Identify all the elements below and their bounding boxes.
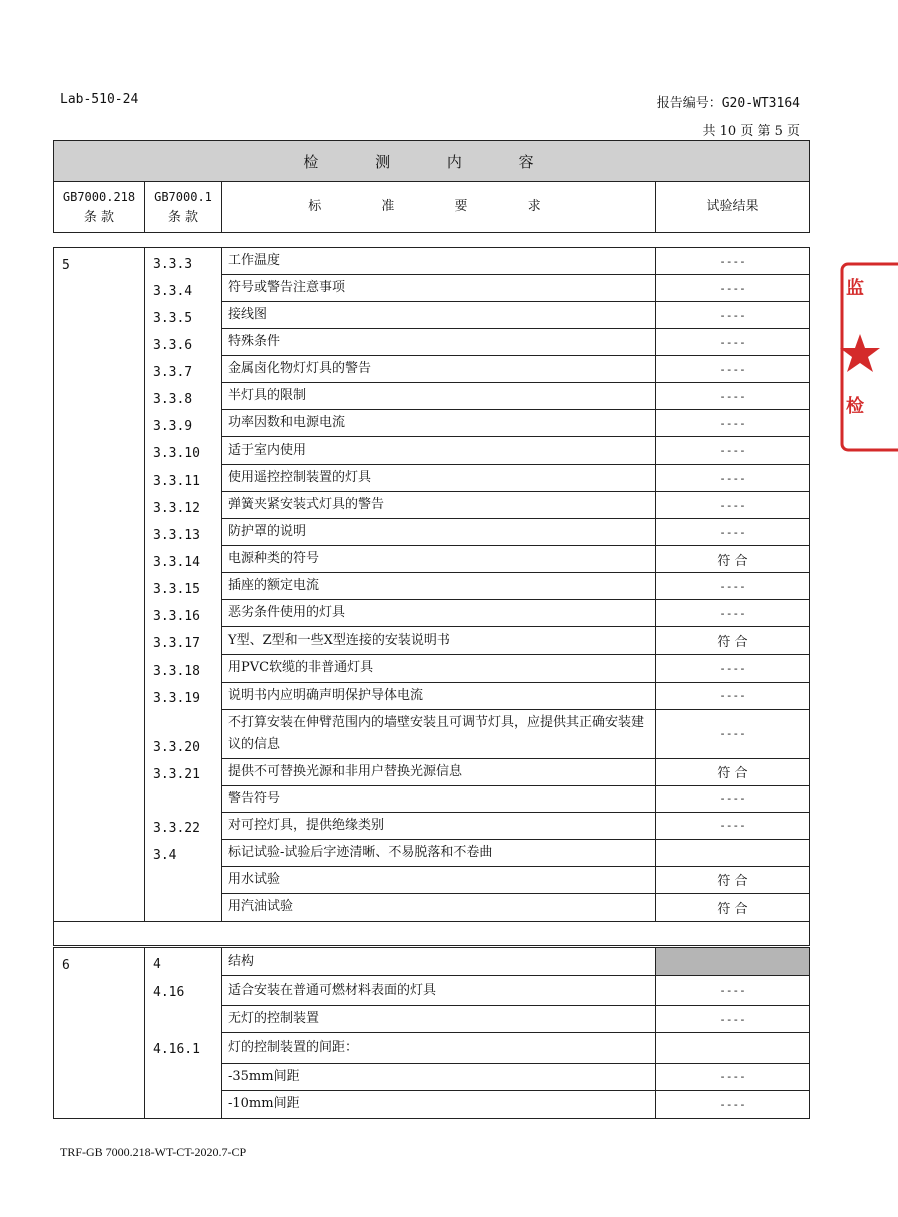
spacer-row: [54, 922, 810, 946]
requirement-text: -10mm间距: [222, 1090, 656, 1118]
result-cell: 符 合: [656, 893, 810, 921]
requirement-text: Y型、Z型和一些X型连接的安装说明书: [222, 627, 656, 655]
sub-clause: [153, 785, 221, 812]
requirement-text: 用汽油试验: [222, 893, 656, 921]
result-cell: ----: [656, 302, 810, 329]
stamp-glyph-1: 监: [846, 278, 864, 299]
requirement-text: 工作温度: [222, 248, 656, 275]
result-cell: 符 合: [656, 627, 810, 655]
clause-gb7000-1-column: [145, 948, 222, 1119]
sub-clause: 3.3.5: [153, 311, 193, 326]
result-cell: ----: [656, 785, 810, 812]
col-header-gb7000-1: GB7000.1 条 款: [145, 182, 222, 233]
requirement-text: 不打算安装在伸臂范围内的墙壁安装且可调节灯具，应提供其正确安装建议的信息: [222, 709, 656, 758]
result-cell: ----: [656, 275, 810, 302]
requirement-text: 用PVC软缆的非普通灯具: [222, 655, 656, 682]
result-cell: ----: [656, 709, 810, 758]
result-cell: [656, 1033, 810, 1063]
requirement-text: 插座的额定电流: [222, 573, 656, 600]
page-counter: 共 10 页 第 5 页: [702, 124, 800, 139]
requirement-text: 弹簧夹紧安装式灯具的警告: [222, 492, 656, 519]
result-cell: ----: [656, 383, 810, 410]
requirement-text: 电源种类的符号: [222, 546, 656, 573]
result-cell: ----: [656, 248, 810, 275]
sub-clause: 3.3.18: [153, 664, 200, 679]
table-title: 检 测 内 容: [54, 141, 810, 182]
requirement-text: 防护罩的说明: [222, 519, 656, 546]
sub-clause: 3.4: [153, 848, 177, 863]
result-cell: 符 合: [656, 866, 810, 893]
result-cell: ----: [656, 492, 810, 519]
sub-clause: 3.3.9: [153, 419, 193, 434]
sub-clause: 3.3.22: [153, 821, 200, 836]
result-cell: ----: [656, 976, 810, 1006]
requirement-text: 结构: [222, 948, 656, 976]
sub-clause: 3.3.20: [153, 740, 200, 755]
sub-clause: 4: [153, 957, 161, 972]
sub-clause: 4.16.1: [153, 1042, 200, 1057]
sub-clause: [153, 1006, 221, 1033]
sub-clause: 3.3.19: [153, 691, 200, 706]
requirement-text: 适合安装在普通可燃材料表面的灯具: [222, 976, 656, 1006]
sub-clause: 3.3.8: [153, 392, 193, 407]
sub-clause: [153, 893, 221, 921]
result-cell: ----: [656, 682, 810, 709]
sub-clause: 3.3.10: [153, 446, 200, 461]
table-header: [53, 140, 810, 233]
col-header-requirement: 标 准 要 求: [222, 182, 656, 233]
report-number-label: 报告编号：: [656, 96, 722, 111]
sub-clause: 3.3.11: [153, 474, 200, 489]
requirement-text: 符号或警告注意事项: [222, 275, 656, 302]
result-cell: ----: [656, 655, 810, 682]
requirement-text: 特殊条件: [222, 329, 656, 356]
result-cell: ----: [656, 329, 810, 356]
result-cell: ----: [656, 1006, 810, 1033]
result-cell: ----: [656, 600, 810, 627]
table-row: [54, 948, 810, 976]
result-cell: 符 合: [656, 546, 810, 573]
requirement-text: 灯的控制装置的间距：: [222, 1033, 656, 1063]
requirement-text: 警告符号: [222, 785, 656, 812]
footer-form-code: TRF-GB 7000.218-WT-CT-2020.7-CP: [60, 1145, 247, 1159]
result-cell: ----: [656, 1063, 810, 1090]
sub-clause: 3.3.6: [153, 338, 193, 353]
sub-clause: 3.3.12: [153, 501, 200, 516]
sub-clause: 3.3.16: [153, 609, 200, 624]
red-seal-stamp: [838, 262, 898, 452]
result-cell: ----: [656, 437, 810, 465]
requirement-text: 接线图: [222, 302, 656, 329]
sub-clause: 3.3.3: [153, 257, 193, 272]
result-cell: ----: [656, 1090, 810, 1118]
sub-clause: 3.3.21: [153, 767, 200, 782]
sub-clause: [153, 866, 221, 893]
sub-clause: 3.3.7: [153, 365, 193, 380]
clause-gb7000-218: 5: [54, 248, 145, 922]
report-number-value: G20-WT3164: [721, 96, 800, 111]
sub-clause: 3.3.15: [153, 582, 200, 597]
requirement-text: 说明书内应明确声明保护导体电流: [222, 682, 656, 709]
section-5-table: [53, 247, 810, 946]
result-cell: ----: [656, 519, 810, 546]
sub-clause: 3.3.14: [153, 555, 200, 570]
requirement-text: 适于室内使用: [222, 437, 656, 465]
sub-clause: [153, 1090, 221, 1118]
sub-clause: [153, 1063, 221, 1090]
requirement-text: 功率因数和电源电流: [222, 410, 656, 437]
sub-clause: 4.16: [153, 985, 185, 1000]
sub-clause: 3.3.4: [153, 284, 193, 299]
result-cell: ----: [656, 356, 810, 383]
requirement-text: 提供不可替换光源和非用户替换光源信息: [222, 758, 656, 785]
requirement-text: 对可控灯具，提供绝缘类别: [222, 812, 656, 839]
col-header-result: 试验结果: [656, 182, 810, 233]
requirement-text: 使用遥控控制装置的灯具: [222, 465, 656, 492]
result-cell: ----: [656, 410, 810, 437]
lab-code: Lab-510-24: [60, 92, 139, 107]
report-number: [657, 92, 800, 111]
requirement-text: -35mm间距: [222, 1063, 656, 1090]
result-cell: [656, 948, 810, 976]
clause-gb7000-218: 6: [54, 948, 145, 1119]
result-cell: ----: [656, 812, 810, 839]
sub-clause: 3.3.17: [153, 636, 200, 651]
stamp-glyph-2: 检: [846, 396, 864, 417]
result-cell: ----: [656, 465, 810, 492]
clause-gb7000-1-column: [145, 248, 222, 922]
result-cell: ----: [656, 573, 810, 600]
requirement-text: 无灯的控制装置: [222, 1006, 656, 1033]
requirement-text: 半灯具的限制: [222, 383, 656, 410]
requirement-text: 标记试验-试验后字迹清晰、不易脱落和不卷曲: [222, 839, 656, 866]
requirement-text: 恶劣条件使用的灯具: [222, 600, 656, 627]
star-icon: [840, 334, 880, 372]
sub-clause: 3.3.13: [153, 528, 200, 543]
section-6-table: [53, 947, 810, 1119]
result-cell: [656, 839, 810, 866]
result-cell: 符 合: [656, 758, 810, 785]
table-row: [54, 248, 810, 275]
col-header-gb7000-218: GB7000.218 条 款: [54, 182, 145, 233]
requirement-text: 用水试验: [222, 866, 656, 893]
requirement-text: 金属卤化物灯灯具的警告: [222, 356, 656, 383]
